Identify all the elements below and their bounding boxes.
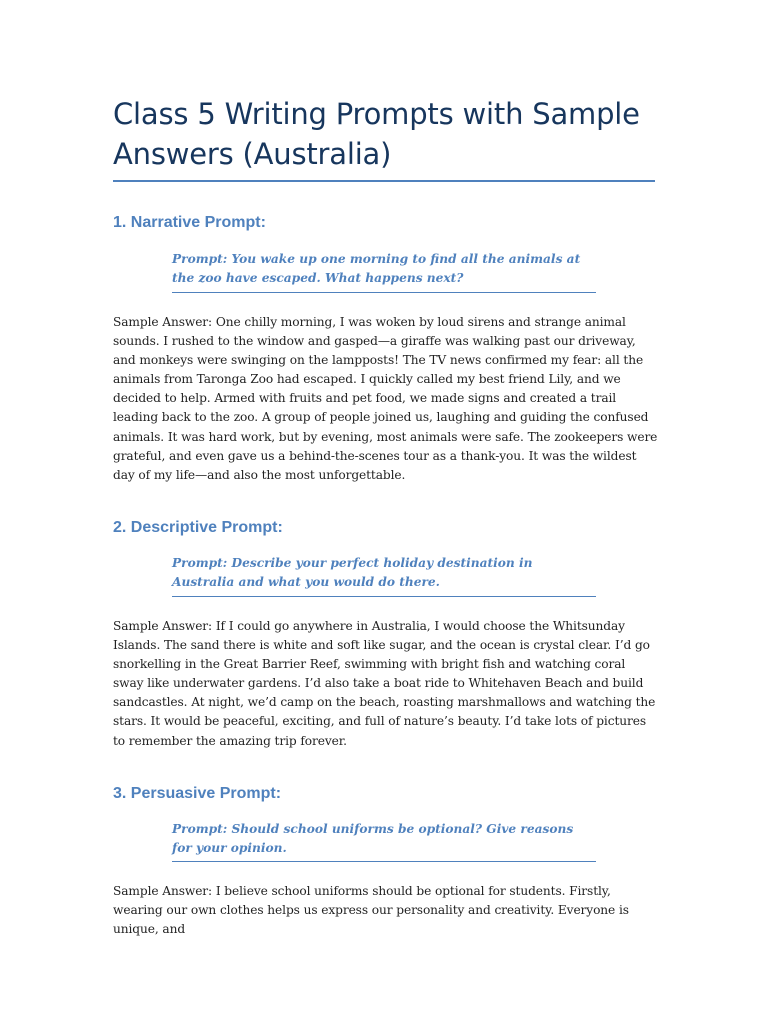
prompt-underline-persuasive (172, 861, 596, 862)
section-heading-descriptive: 2. Descriptive Prompt: (113, 519, 283, 536)
sample-answer-narrative: Sample Answer: One chilly morning, I was woken by loud sirens and strange animal sounds. I rushed to the window and gasped—a giraffe was walking past our driveway, and monkeys were swinging on the lampposts! The TV news confirmed my fear: all the animals from Taronga Zoo had escaped. I quickly called my best friend Lily, and we decided to help. Armed with fruits and pet food, we made signs and created a trail leading back to the zoo. A group of people joined us, laughing and guiding the confused animals. It was hard work, but by evening, most animals were safe. The zookeepers were grateful, and even gave us a behind-the-scenes tour as a thank-you. It was the wildest day of my life—and also the most unforgettable. (113, 315, 658, 482)
prompt-narrative: Prompt: You wake up one morning to find all the animals at the zoo have escaped. What happens next? (172, 252, 581, 285)
sample-answer-persuasive: Sample Answer: I believe school uniforms should be optional for students. Firstly, wearing our own clothes helps us express our personality and creativity. Everyone is unique, and (113, 884, 629, 937)
section-heading-persuasive: 3. Persuasive Prompt: (113, 785, 282, 802)
prompt-persuasive: Prompt: Should school uniforms be optional? Give reasons for your opinion. (172, 822, 574, 855)
prompt-descriptive: Prompt: Describe your perfect holiday destination in Australia and what you would do there. (172, 556, 533, 589)
prompt-underline-descriptive (172, 596, 596, 597)
prompt-underline-narrative (172, 292, 596, 293)
sample-answer-descriptive: Sample Answer: If I could go anywhere in Australia, I would choose the Whitsunday Islands. The sand there is white and soft like sugar, and the ocean is crystal clear. I’d go snorkelling in the Great Barrier Reef, swimming with bright fish and watching coral sway like underwater gardens. I’d also take a boat ride to Whitehaven Beach and build sandcastles. At night, we’d camp on the beach, roasting marshmallows and watching the stars. It would be peaceful, exciting, and full of nature’s beauty. I’d take lots of pictures to remember the amazing trip forever. (113, 619, 656, 748)
section-heading-narrative: 1. Narrative Prompt: (113, 214, 266, 231)
title-underline (113, 180, 655, 182)
document-title: Class 5 Writing Prompts with Sample Answers (Australia) (113, 97, 640, 171)
